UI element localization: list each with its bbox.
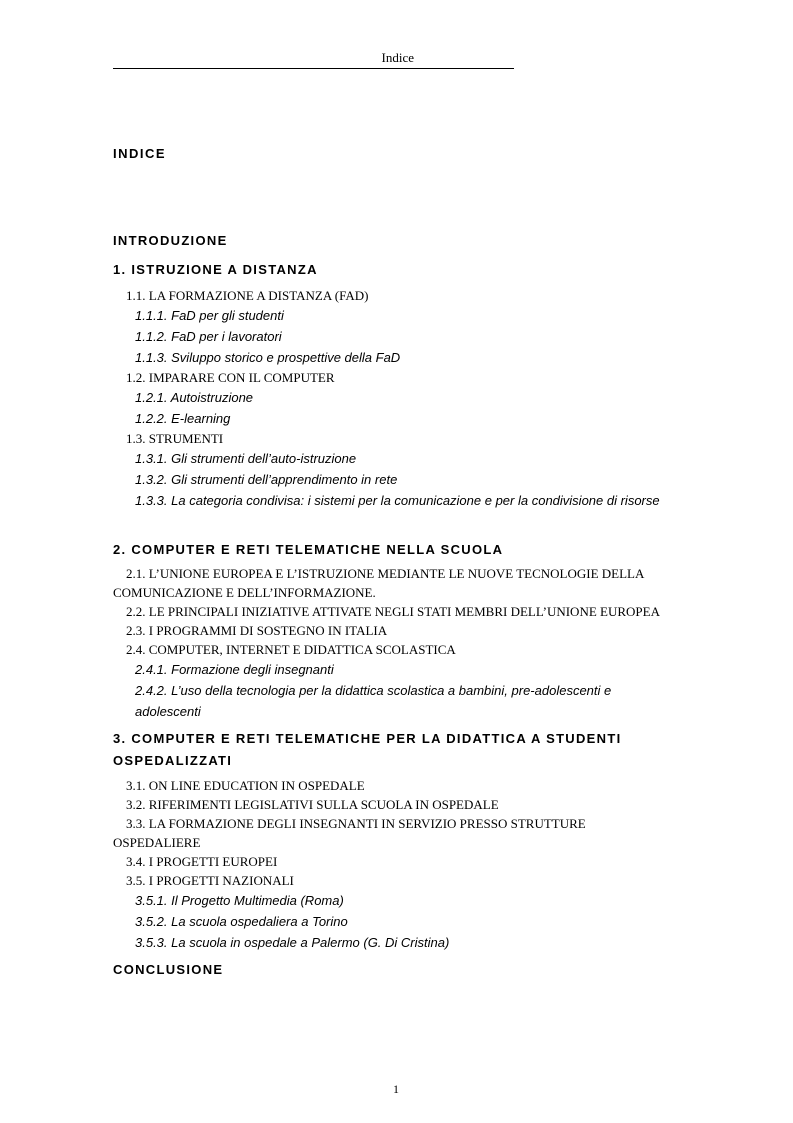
toc-subsection-1-2-1[interactable]: 1.2.1. Autoistruzione bbox=[135, 390, 254, 405]
toc-subsection-2-4-1[interactable]: 2.4.1. Formazione degli insegnanti bbox=[135, 662, 334, 677]
page-header bbox=[113, 48, 514, 69]
toc-introduction[interactable]: INTRODUZIONE bbox=[113, 233, 228, 248]
toc-subsection-1-3-3[interactable]: 1.3.3. La categoria condivisa: i sistemi per la comunicazione e per la condivisione di risorse bbox=[135, 493, 660, 508]
toc-subsection-1-3-1[interactable]: 1.3.1. Gli strumenti dell’auto-istruzione bbox=[135, 451, 357, 466]
toc-section-3-5[interactable]: 3.5. I PROGETTI NAZIONALI bbox=[126, 873, 294, 888]
toc-section-2-3[interactable]: 2.3. I PROGRAMMI DI SOSTEGNO IN ITALIA bbox=[126, 623, 388, 638]
toc-subsection-2-4-2[interactable]: 2.4.2. L’uso della tecnologia per la didattica scolastica a bambini, pre-adolescenti e adolescenti bbox=[135, 683, 612, 719]
toc-section-2-1[interactable]: 2.1. L’UNIONE EUROPEA E L’ISTRUZIONE MEDIANTE LE NUOVE TECNOLOGIE DELLA COMUNICAZIONE E DELL’INFORMAZIONE. bbox=[113, 566, 644, 600]
toc-subsection-3-5-2[interactable]: 3.5.2. La scuola ospedaliera a Torino bbox=[135, 914, 348, 929]
toc-subsection-1-3-2[interactable]: 1.3.2. Gli strumenti dell’apprendimento in rete bbox=[135, 472, 398, 487]
toc-section-2-2[interactable]: 2.2. LE PRINCIPALI INIZIATIVE ATTIVATE NEGLI STATI MEMBRI DELL’UNIONE EUROPEA bbox=[126, 604, 660, 619]
page-number: 1 bbox=[393, 1082, 399, 1096]
toc-subsection-1-2-2[interactable]: 1.2.2. E-learning bbox=[135, 411, 231, 426]
toc-chapter-2[interactable]: 2. COMPUTER E RETI TELEMATICHE NELLA SCUOLA bbox=[113, 542, 504, 557]
header-title: Indice bbox=[381, 50, 414, 65]
toc-conclusion[interactable]: CONCLUSIONE bbox=[113, 962, 224, 977]
toc-subsection-1-1-2[interactable]: 1.1.2. FaD per i lavoratori bbox=[135, 329, 282, 344]
toc-section-1-3[interactable]: 1.3. STRUMENTI bbox=[126, 431, 224, 446]
toc-section-1-2[interactable]: 1.2. IMPARARE CON IL COMPUTER bbox=[126, 370, 335, 385]
toc-title: INDICE bbox=[113, 146, 167, 161]
toc-chapter-3[interactable]: 3. COMPUTER E RETI TELEMATICHE PER LA DIDATTICA A STUDENTI OSPEDALIZZATI bbox=[113, 731, 622, 768]
toc-subsection-1-1-1[interactable]: 1.1.1. FaD per gli studenti bbox=[135, 308, 284, 323]
toc-section-2-4[interactable]: 2.4. COMPUTER, INTERNET E DIDATTICA SCOLASTICA bbox=[126, 642, 456, 657]
toc-section-1-1[interactable]: 1.1. LA FORMAZIONE A DISTANZA (FAD) bbox=[126, 288, 369, 303]
toc-chapter-1[interactable]: 1. ISTRUZIONE A DISTANZA bbox=[113, 262, 318, 277]
toc-subsection-1-1-3[interactable]: 1.1.3. Sviluppo storico e prospettive della FaD bbox=[135, 350, 401, 365]
toc-subsection-3-5-1[interactable]: 3.5.1. Il Progetto Multimedia (Roma) bbox=[135, 893, 344, 908]
toc-subsection-3-5-3[interactable]: 3.5.3. La scuola in ospedale a Palermo (G. Di Cristina) bbox=[135, 935, 450, 950]
table-of-contents bbox=[113, 230, 713, 980]
toc-section-3-2[interactable]: 3.2. RIFERIMENTI LEGISLATIVI SULLA SCUOLA IN OSPEDALE bbox=[126, 797, 499, 812]
toc-section-3-4[interactable]: 3.4. I PROGETTI EUROPEI bbox=[126, 854, 278, 869]
toc-section-3-3[interactable]: 3.3. LA FORMAZIONE DEGLI INSEGNANTI IN SERVIZIO PRESSO STRUTTURE OSPEDALIERE bbox=[113, 816, 586, 850]
toc-section-3-1[interactable]: 3.1. ON LINE EDUCATION IN OSPEDALE bbox=[126, 778, 365, 793]
